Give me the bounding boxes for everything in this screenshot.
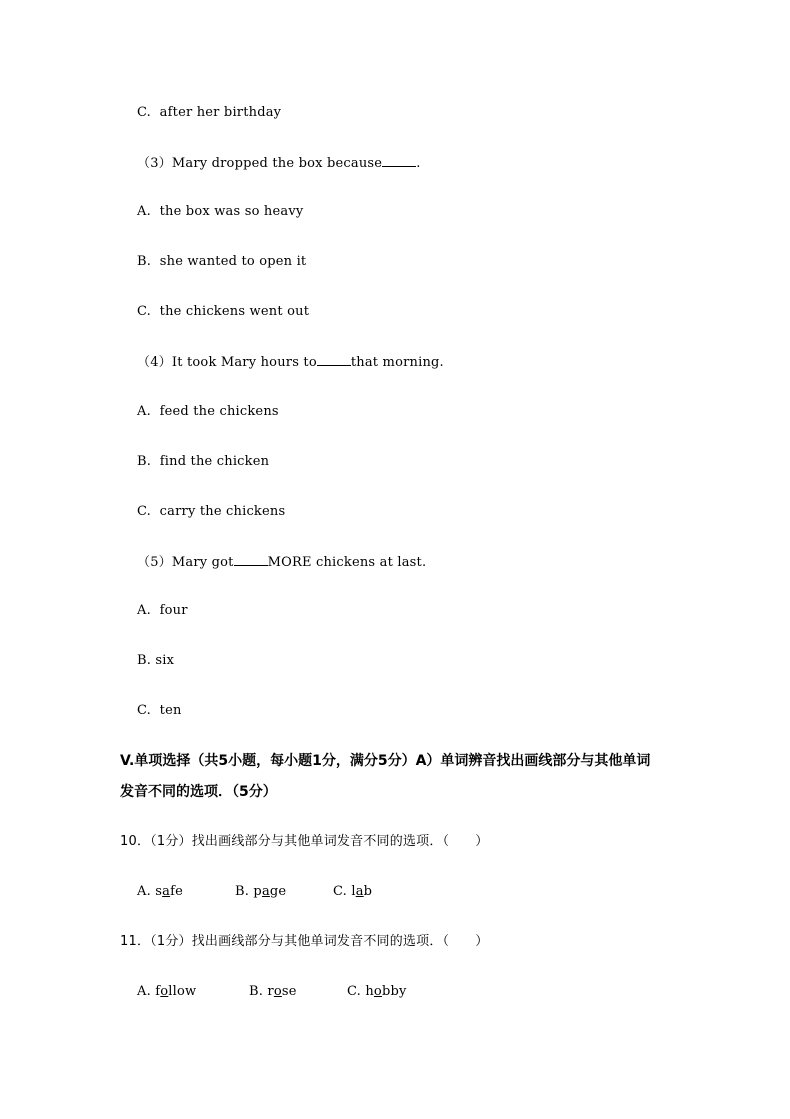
q3-stem xyxy=(137,155,421,172)
q5-stem-after: MORE chickens at last. xyxy=(267,555,427,570)
q10-option-c xyxy=(333,884,372,900)
q10-a-suffix: fe xyxy=(170,884,183,899)
q11-a-prefix: A. f xyxy=(137,984,161,999)
q4-blank xyxy=(317,354,351,366)
q10-b-suffix: ge xyxy=(269,884,287,899)
q11-b-prefix: B. r xyxy=(249,984,274,999)
q10-a-underlined: a xyxy=(162,884,171,899)
q11-stem: 11．（1分）找出画线部分与其他单词发音不同的选项．（ ） xyxy=(120,934,489,949)
q3-stem-after: . xyxy=(416,156,421,171)
q5-option-b: B. six xyxy=(137,653,175,668)
q3-option-a: A. the box was so heavy xyxy=(137,204,304,219)
q4-stem-before: （4）It took Mary hours to xyxy=(137,355,317,370)
q10-option-a xyxy=(137,884,235,900)
q11-c-underlined: o xyxy=(373,984,382,999)
q11-b-suffix: se xyxy=(281,984,297,999)
q11-a-suffix: llow xyxy=(168,984,197,999)
q5-blank xyxy=(234,554,268,566)
q11-option-a xyxy=(137,984,249,1000)
q4-option-c: C. carry the chickens xyxy=(137,504,286,519)
q3-blank xyxy=(382,155,416,167)
q11-option-b xyxy=(249,984,347,1000)
q11-option-c xyxy=(347,984,407,1000)
q4-option-a: A. feed the chickens xyxy=(137,404,279,419)
q4-stem xyxy=(137,354,444,371)
q3-option-c: C. the chickens went out xyxy=(137,304,310,319)
section-heading-line1: V.单项选择（共5小题，每小题1分，满分5分）A）单词辨音找出画线部分与其他单词 xyxy=(120,753,651,769)
q3-option-b: B. she wanted to open it xyxy=(137,254,307,269)
q10-c-underlined: a xyxy=(355,884,364,899)
q4-stem-after: that morning. xyxy=(350,355,444,370)
q10-c-prefix: C. l xyxy=(333,884,356,899)
q5-stem-before: （5）Mary got xyxy=(137,555,234,570)
q11-a-underlined: o xyxy=(160,984,169,999)
q11-b-underlined: o xyxy=(273,984,282,999)
q10-c-suffix: b xyxy=(363,884,373,899)
q5-stem xyxy=(137,554,426,571)
q10-option-b xyxy=(235,884,333,900)
q2-option-c: C. after her birthday xyxy=(137,105,282,120)
q10-b-prefix: B. p xyxy=(235,884,262,899)
q11-options xyxy=(137,984,407,1000)
q5-option-a: A. four xyxy=(137,603,188,618)
q10-b-underlined: a xyxy=(261,884,270,899)
q5-option-c: C. ten xyxy=(137,703,182,718)
q10-options xyxy=(137,884,372,900)
q10-stem: 10．（1分）找出画线部分与其他单词发音不同的选项．（ ） xyxy=(120,834,489,849)
q10-a-prefix: A. s xyxy=(137,884,163,899)
q11-c-prefix: C. h xyxy=(347,984,374,999)
section-heading-line2: 发音不同的选项．（5分） xyxy=(120,784,277,800)
q3-stem-before: （3）Mary dropped the box because xyxy=(137,156,383,171)
q4-option-b: B. find the chicken xyxy=(137,454,270,469)
q11-c-suffix: bby xyxy=(381,984,407,999)
